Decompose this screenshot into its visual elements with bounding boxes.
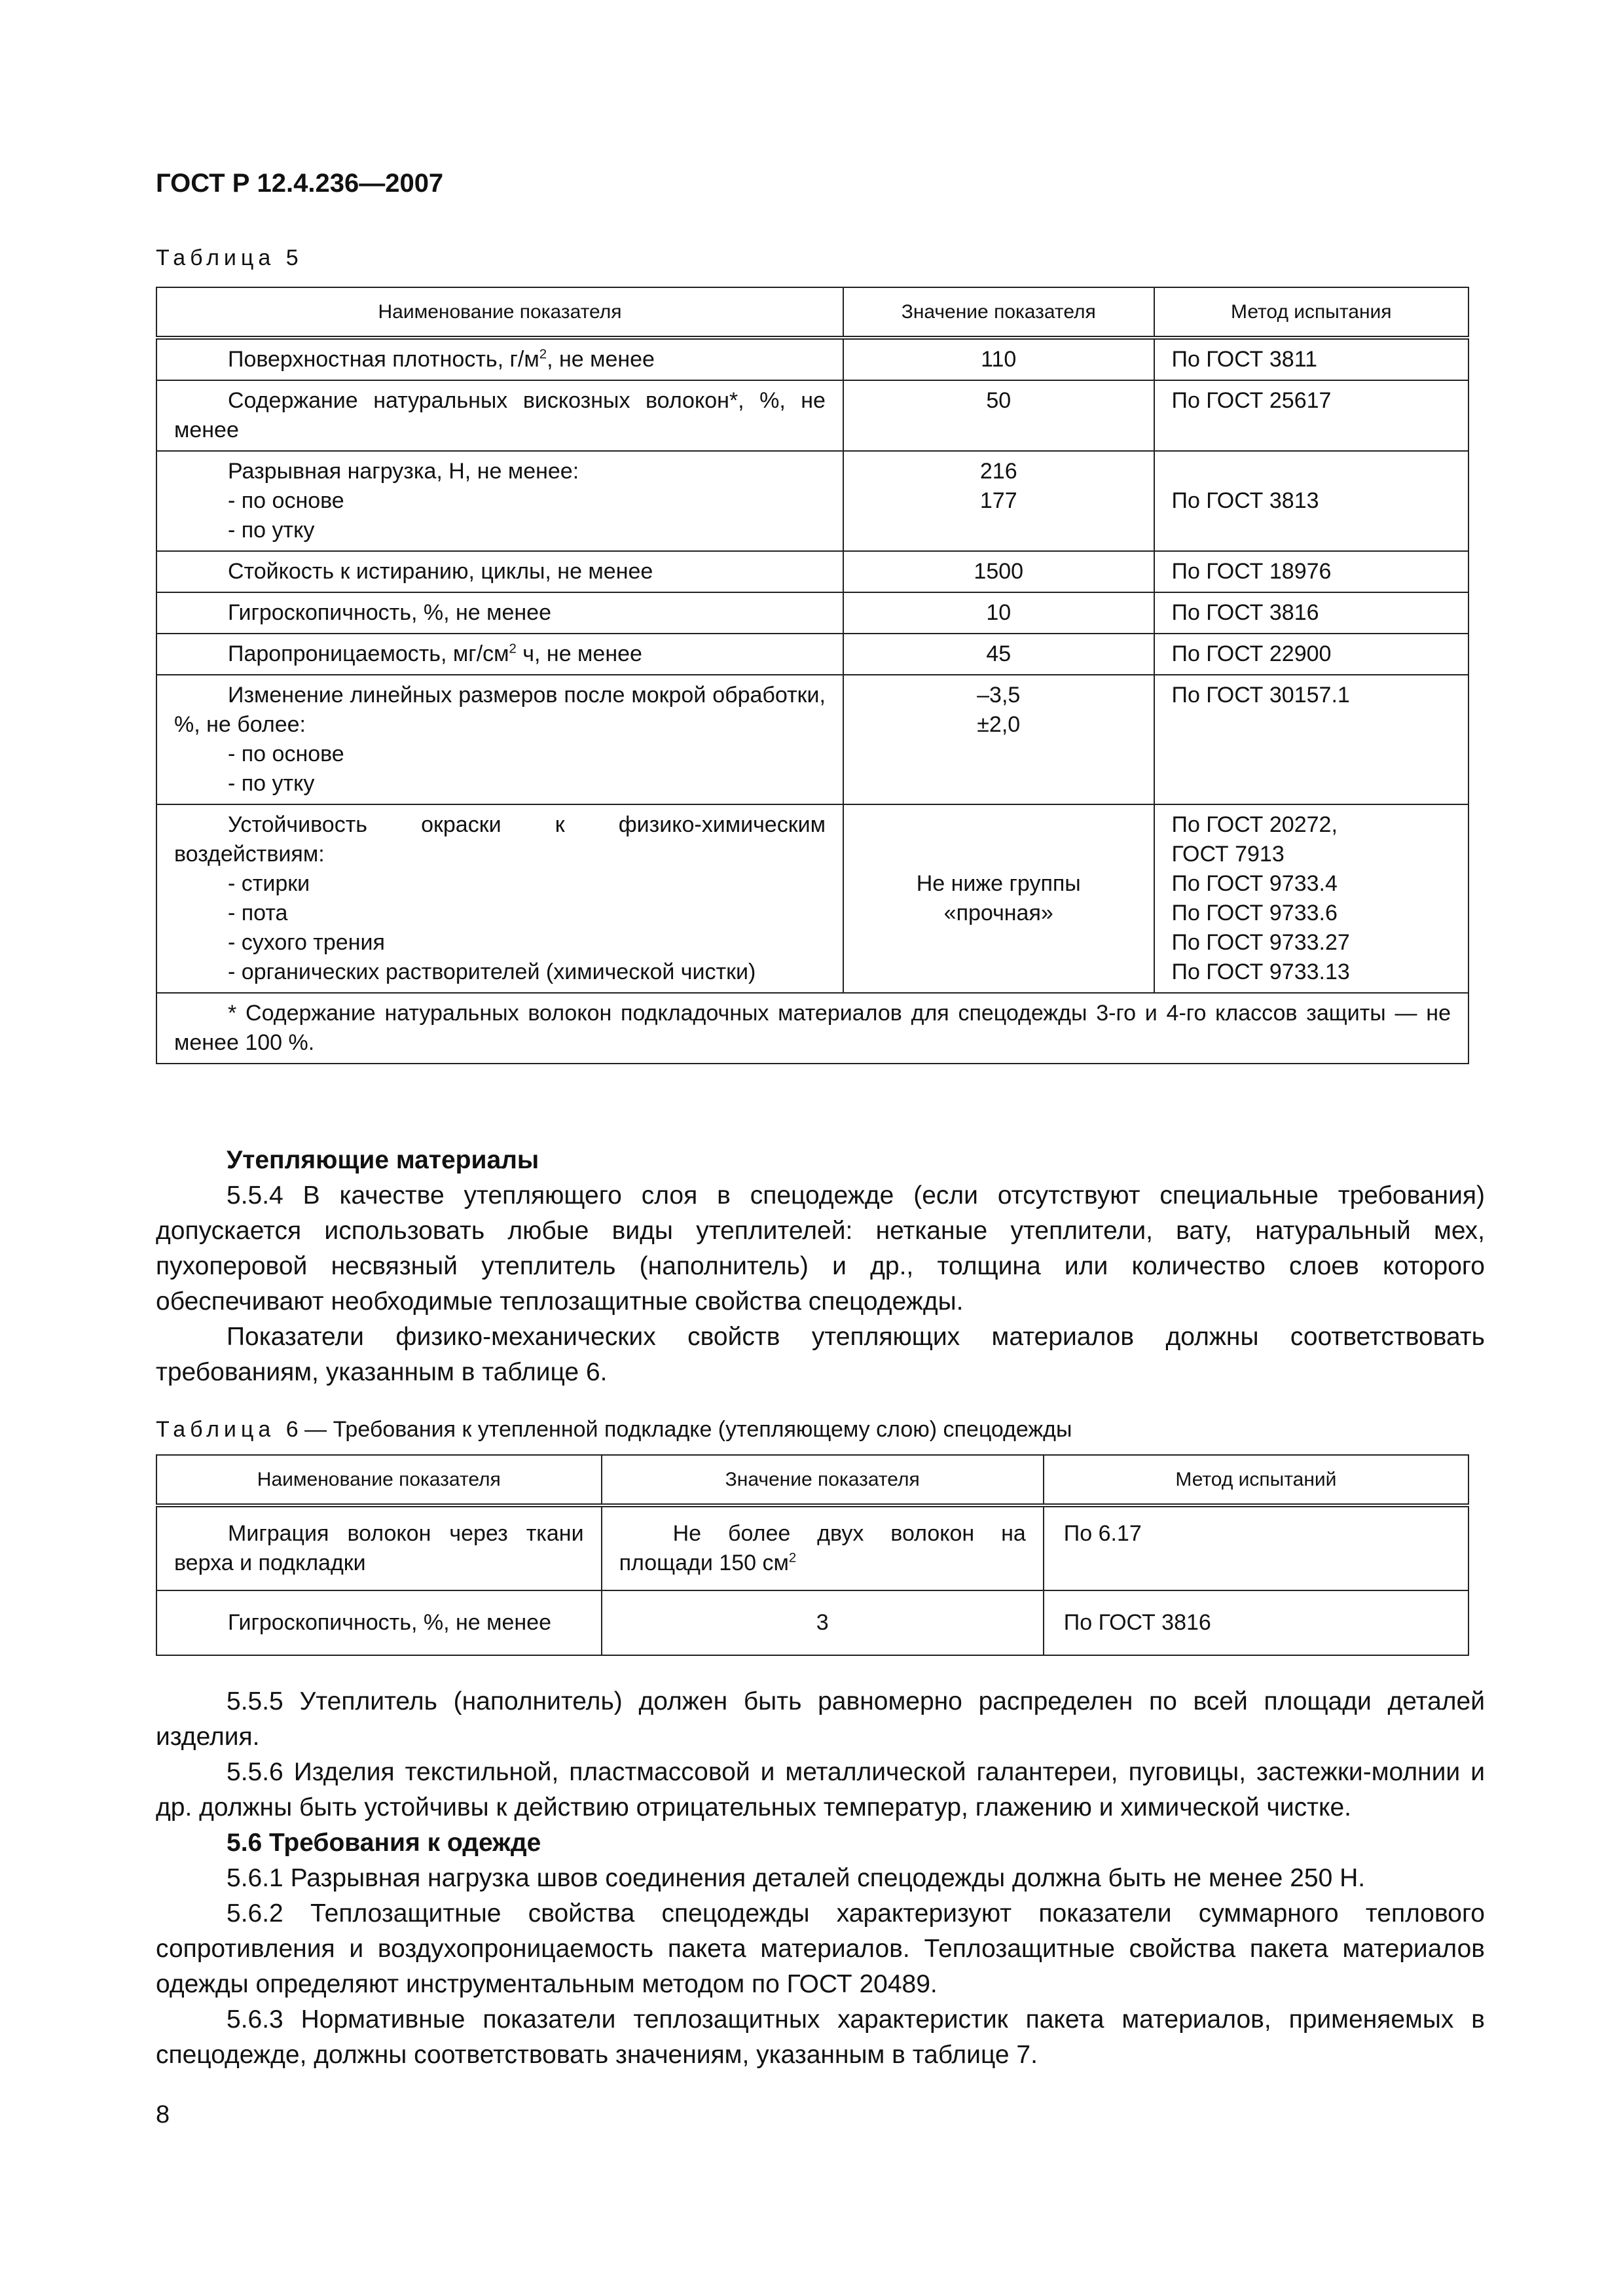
- table-row: [156, 551, 1468, 592]
- table6-header-row: [156, 1455, 1468, 1505]
- row-method: ГОСТ 7913: [1171, 842, 1285, 867]
- table5-header-value: Значение показателя: [843, 287, 1154, 338]
- row-sub: - пота: [228, 901, 288, 925]
- row-value: –3,5: [977, 683, 1021, 708]
- table-row: [156, 634, 1468, 675]
- row-method: По ГОСТ 20272,: [1171, 812, 1338, 837]
- row-sub: - стирки: [228, 871, 310, 896]
- row-value: 50: [843, 380, 1154, 451]
- paragraph: 5.5.4 В качестве утепляющего слоя в спецодежде (если отсутствуют специальные требования) допускается использовать любые виды утеплителей: нетканые утеплители, вату, натуральный мех, пухоперовой несвязный утеплитель (наполнитель) и др., толщина или количество слоев которого обеспечивают необходимые теплозащитные свойства спецодежды.: [156, 1181, 1485, 1316]
- row-name: Поверхностная плотность, $г/м^2$, не менее: [228, 347, 655, 372]
- table5-caption: Таблица 5: [156, 245, 303, 270]
- row-method: По 6.17: [1044, 1505, 1468, 1590]
- row-value: 177: [979, 488, 1017, 513]
- section-insulation: [156, 1143, 1485, 1390]
- row-value: Не ниже группы: [916, 871, 1081, 896]
- table5-header-name: Наименование показателя: [156, 287, 843, 338]
- table-row: [156, 380, 1468, 451]
- table6-header-method: Метод испытаний: [1044, 1455, 1468, 1505]
- row-value: ±2,0: [977, 712, 1021, 737]
- row-method: По ГОСТ 3811: [1154, 338, 1468, 380]
- table6-caption-text: 6 — Требования к утепленной подкладке (утепляющему слою) спецодежды: [285, 1417, 1072, 1442]
- row-method: По ГОСТ 30157.1: [1154, 675, 1468, 804]
- row-value: 1500: [843, 551, 1154, 592]
- paragraph: Показатели физико-механических свойств утепляющих материалов должны соответствовать требованиям, указанным в таблице 6.: [156, 1323, 1485, 1386]
- row-value: 10: [843, 592, 1154, 634]
- row-sub: - органических растворителей (химической чистки): [228, 960, 756, 984]
- row-method: По ГОСТ 3813: [1154, 451, 1468, 551]
- row-method: По ГОСТ 3816: [1154, 592, 1468, 634]
- table6-caption: [156, 1417, 1072, 1443]
- row-name: Содержание натуральных вискозных волокон*, %, не менее: [156, 380, 843, 451]
- row-method: По ГОСТ 9733.4: [1171, 871, 1338, 896]
- table6-header-name: Наименование показателя: [156, 1455, 602, 1505]
- row-method: По ГОСТ 9733.13: [1171, 960, 1350, 984]
- section-requirements: [156, 1684, 1485, 2073]
- table6-header-value: Значение показателя: [602, 1455, 1044, 1505]
- row-value: Не более двух волокон на площади 150 $см^2$: [602, 1505, 1044, 1590]
- row-value: «прочная»: [943, 901, 1053, 925]
- row-value: 3: [602, 1590, 1044, 1655]
- table5-header-method: Метод испытания: [1154, 287, 1468, 338]
- row-value: 216: [979, 459, 1017, 484]
- row-method: По ГОСТ 22900: [1154, 634, 1468, 675]
- section-heading: Утепляющие материалы: [227, 1146, 539, 1174]
- row-name: Разрывная нагрузка, Н, не менее:: [228, 459, 579, 484]
- paragraph: 5.6.3 Нормативные показатели теплозащитных характеристик пакета материалов, применяемых в спецодежде, должны соответствовать значениям, указанным в таблице 7.: [156, 2005, 1485, 2069]
- paragraph: 5.5.5 Утеплитель (наполнитель) должен быть равномерно распределен по всей площади деталей изделия.: [156, 1687, 1485, 1751]
- row-value: 45: [843, 634, 1154, 675]
- row-sub: - по основе: [228, 742, 344, 766]
- paragraph: 5.5.6 Изделия текстильной, пластмассовой и металлической галантереи, пуговицы, застежки-молнии и др. должны быть устойчивы к действию отрицательных температур, глажению и химической чистке.: [156, 1758, 1485, 1821]
- table-row: [156, 1505, 1468, 1590]
- paragraph: 5.6.2 Теплозащитные свойства спецодежды характеризуют показатели суммарного теплового сопротивления и воздухопроницаемость пакета материалов. Теплозащитные свойства пакета материалов одежды определяют инструментальным методом по ГОСТ 20489.: [156, 1899, 1485, 1998]
- page-number: 8: [156, 2101, 170, 2128]
- table-row: [156, 804, 1468, 993]
- table-row: [156, 675, 1468, 804]
- row-name: Гигроскопичность, %, не менее: [228, 1610, 551, 1635]
- row-sub: - по утку: [228, 771, 315, 796]
- row-name: Паропроницаемость, $мг/см^2$ ч, не менее: [228, 641, 642, 666]
- row-name: Гигроскопичность, %, не менее: [228, 600, 551, 625]
- table6: [156, 1454, 1469, 1656]
- row-sub: - по утку: [228, 518, 315, 543]
- section-heading: 5.6 Требования к одежде: [227, 1829, 541, 1857]
- document-header: ГОСТ Р 12.4.236—2007: [156, 169, 444, 198]
- table5: [156, 287, 1469, 1064]
- row-value: 110: [843, 338, 1154, 380]
- paragraph: 5.6.1 Разрывная нагрузка швов соединения деталей спецодежды должна быть не менее 250 Н.: [227, 1864, 1366, 1892]
- table5-footnote: * Содержание натуральных волокон подкладочных материалов для спецодежды 3-го и 4-го классов защиты — не менее 100 %.: [174, 1001, 1451, 1055]
- table5-footnote-row: [156, 993, 1468, 1064]
- row-sub: - сухого трения: [228, 930, 385, 955]
- table-row: [156, 1590, 1468, 1655]
- table6-caption-label: Таблица: [156, 1417, 276, 1442]
- table-row: [156, 592, 1468, 634]
- row-method: По ГОСТ 3816: [1044, 1590, 1468, 1655]
- table5-header-row: [156, 287, 1468, 338]
- row-method: По ГОСТ 18976: [1154, 551, 1468, 592]
- table-row: [156, 338, 1468, 380]
- row-name: Стойкость к истиранию, циклы, не менее: [228, 559, 653, 584]
- row-name: Миграция волокон через ткани верха и подкладки: [156, 1505, 602, 1590]
- row-sub: - по основе: [228, 488, 344, 513]
- row-name: Изменение линейных размеров после мокрой обработки, %, не более:: [174, 683, 826, 737]
- row-method: По ГОСТ 9733.27: [1171, 930, 1350, 955]
- row-method: По ГОСТ 9733.6: [1171, 901, 1338, 925]
- row-name: Устойчивость окраски к физико-химическим воздействиям:: [174, 812, 826, 867]
- row-method: По ГОСТ 25617: [1154, 380, 1468, 451]
- table-row: [156, 451, 1468, 551]
